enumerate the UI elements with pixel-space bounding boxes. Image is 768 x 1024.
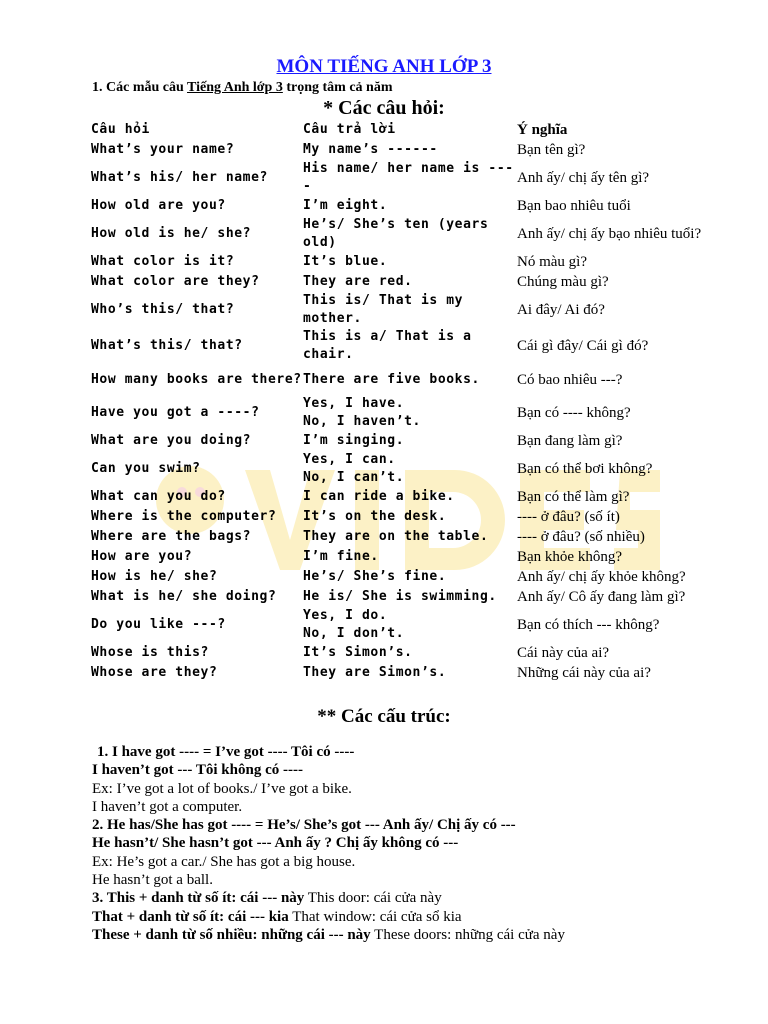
structure-plain-text: That window: cái cửa sổ kia (288, 908, 462, 925)
table-row (91, 607, 741, 643)
answer-cell: Yes, I can. No, I can’t. (303, 452, 405, 485)
meaning-cell: Anh ấy/ Cô ấy đang làm gì? (517, 589, 686, 605)
structure-line (92, 834, 732, 852)
question-cell: What color is it? (91, 254, 235, 269)
structure-plain-text: This door: cái cửa này (304, 890, 442, 907)
section-structures-heading: ** Các cấu trúc: (317, 706, 451, 727)
question-cell: Who’s this/ that? (91, 302, 235, 317)
meaning-cell: ---- ở đâu? (số nhiều) (517, 529, 645, 545)
meaning-cell: ---- ở đâu? (số ít) (517, 509, 620, 525)
structure-line (92, 761, 732, 779)
meaning-cell: Bạn tên gì? (517, 142, 586, 158)
meaning-cell: Cái này của ai? (517, 645, 610, 661)
table-row (91, 395, 741, 431)
table-row (91, 567, 741, 587)
intro-prefix: 1. Các mẫu câu (92, 80, 188, 95)
table-row (91, 663, 741, 683)
meaning-cell: Anh ấy/ chị ấy khỏe không? (517, 569, 686, 585)
structure-line (92, 889, 732, 907)
question-table (91, 120, 741, 683)
meaning-cell: Bạn có ---- không? (517, 405, 631, 421)
question-cell: Where are the bags? (91, 529, 252, 544)
meaning-cell: Những cái này của ai? (517, 665, 651, 681)
structure-plain-text: Ex: He’s got a car./ She has got a big house. (92, 853, 356, 870)
section-questions-heading: * Các câu hỏi: (323, 97, 445, 119)
structure-line (92, 926, 732, 944)
answer-cell: Yes, I do. No, I don’t. (303, 608, 405, 641)
intro-line (92, 80, 393, 96)
question-cell: Whose is this? (91, 645, 209, 660)
table-row (91, 527, 741, 547)
intro-suffix: trọng tâm cả năm (282, 80, 393, 95)
answer-cell: They are Simon’s. (303, 665, 447, 680)
meaning-cell: Bạn có thể làm gì? (517, 489, 630, 505)
answer-cell: They are on the table. (303, 529, 489, 544)
table-row (91, 364, 741, 395)
answer-cell: I can ride a bike. (303, 489, 455, 504)
question-cell: How old is he/ she? (91, 226, 252, 241)
table-row (91, 451, 741, 487)
answer-cell: He’s/ She’s fine. (303, 569, 447, 584)
answer-cell: My name’s ------ (303, 142, 438, 157)
question-cell: What’s your name? (91, 142, 235, 157)
question-cell: What is he/ she doing? (91, 589, 277, 604)
table-row (91, 547, 741, 567)
table-row (91, 487, 741, 507)
question-cell: Whose are they? (91, 665, 218, 680)
structure-bold-text: These + danh từ số nhiều: những cái --- này (92, 926, 371, 943)
question-cell: How old are you? (91, 198, 226, 213)
structure-bold-text: That + danh từ số ít: cái --- kia (92, 908, 289, 925)
structure-line (92, 871, 732, 889)
structure-bold-text: I haven’t got --- Tôi không có ---- (92, 762, 303, 779)
question-cell: Where is the computer? (91, 509, 277, 524)
question-cell: How are you? (91, 549, 193, 564)
structure-bold-text: 2. He has/She has got ---- = He’s/ She’s got --- Anh ấy/ Chị ấy có --- (92, 817, 516, 834)
header-question: Câu hỏi (91, 122, 150, 137)
structure-line (92, 798, 732, 816)
answer-cell: This is a/ That is a chair. (303, 329, 472, 362)
answer-cell: He is/ She is swimming. (303, 589, 497, 604)
meaning-cell: Cái gì đây/ Cái gì đó? (517, 338, 649, 354)
meaning-cell: Chúng màu gì? (517, 274, 609, 290)
question-cell: What can you do? (91, 489, 226, 504)
structures-list (92, 743, 732, 944)
meaning-cell: Ai đây/ Ai đó? (517, 302, 605, 318)
table-header-row (91, 120, 741, 140)
answer-cell: Yes, I have. No, I haven’t. (303, 396, 421, 429)
intro-link[interactable]: Tiếng Anh lớp 3 (187, 80, 283, 95)
question-cell: How many books are there? (91, 371, 302, 387)
question-cell: How is he/ she? (91, 569, 218, 584)
table-row (91, 431, 741, 451)
question-cell: Can you swim? (91, 461, 201, 476)
answer-cell: It’s blue. (303, 254, 388, 269)
table-row (91, 272, 741, 292)
meaning-cell: Bạn khỏe không? (517, 549, 622, 565)
table-row (91, 292, 741, 328)
structure-line (92, 780, 732, 798)
table-row (91, 328, 741, 364)
meaning-cell: Bạn có thích --- không? (517, 617, 660, 633)
question-cell: What are you doing? (91, 433, 252, 448)
structure-line (92, 908, 732, 926)
table-row (91, 252, 741, 272)
structure-bold-text: He hasn’t/ She hasn’t got --- Anh ấy ? Chị ấy không có --- (92, 835, 459, 852)
structure-plain-text: He hasn’t got a ball. (92, 872, 213, 889)
meaning-cell: Anh ấy/ chị ấy bạo nhiêu tuổi? (517, 226, 702, 242)
meaning-cell: Bạn có thể bơi không? (517, 461, 653, 477)
structure-plain-text: Ex: I’ve got a lot of books./ I’ve got a bike. (92, 780, 352, 797)
answer-cell: I’m eight. (303, 198, 388, 213)
page-title: MÔN TIẾNG ANH LỚP 3 (276, 56, 492, 77)
structure-line (92, 853, 732, 871)
meaning-cell: Bạn bao nhiêu tuổi (517, 198, 631, 214)
structure-line (92, 743, 732, 761)
structure-bold-text: 3. This + danh từ số ít: cái --- này (92, 890, 305, 907)
answer-cell: I’m singing. (303, 433, 405, 448)
table-row (91, 196, 741, 216)
question-cell: What’s this/ that? (91, 338, 243, 353)
table-row (91, 160, 741, 196)
header-answer: Câu trả lời (303, 122, 396, 137)
answer-cell: They are red. (303, 274, 413, 289)
structure-line (92, 816, 732, 834)
answer-cell: He’s/ She’s ten (years old) (303, 217, 489, 250)
structure-plain-text: I haven’t got a computer. (92, 798, 243, 815)
question-cell: What color are they? (91, 274, 260, 289)
answer-cell: There are five books. (303, 371, 480, 387)
answer-cell: This is/ That is my mother. (303, 293, 464, 326)
answer-cell: It’s on the desk. (303, 509, 447, 524)
structure-plain-text: These doors: những cái cửa này (370, 926, 565, 943)
table-row (91, 140, 741, 160)
table-row (91, 216, 741, 252)
table-row (91, 507, 741, 527)
question-cell: Do you like ---? (91, 617, 226, 632)
question-cell: What’s his/ her name? (91, 170, 268, 185)
answer-cell: I’m fine. (303, 549, 379, 564)
meaning-cell: Bạn đang làm gì? (517, 433, 623, 449)
meaning-cell: Nó màu gì? (517, 254, 587, 270)
answer-cell: His name/ her name is ---- (303, 161, 514, 194)
meaning-cell: Anh ấy/ chị ấy tên gì? (517, 170, 650, 186)
meaning-cell: Có bao nhiêu ---? (517, 371, 623, 388)
answer-cell: It’s Simon’s. (303, 645, 413, 660)
table-row (91, 587, 741, 607)
header-meaning: Ý nghĩa (517, 122, 568, 138)
question-cell: Have you got a ----? (91, 405, 260, 420)
table-row (91, 643, 741, 663)
structure-bold-text: 1. I have got ---- = I’ve got ---- Tôi có ---- (97, 744, 355, 760)
